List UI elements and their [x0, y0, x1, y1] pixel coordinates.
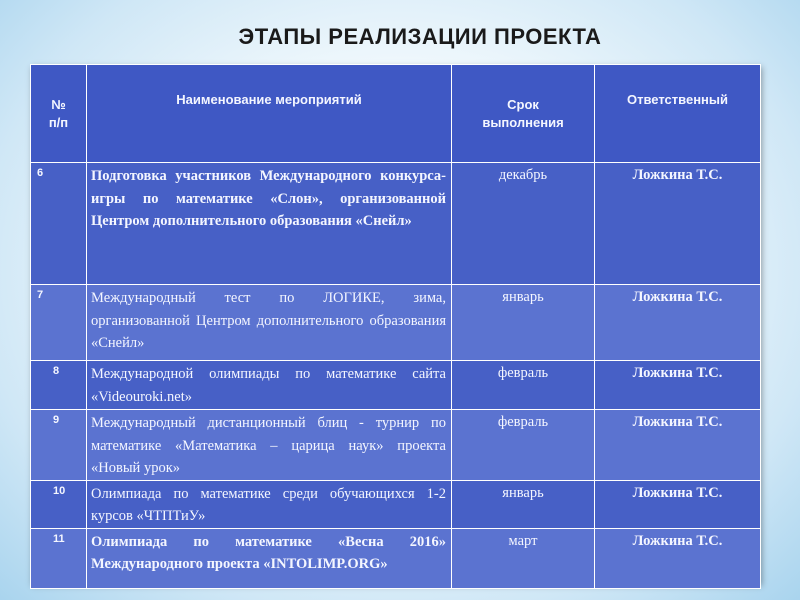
row-responsible: Ложкина Т.С. [595, 361, 761, 410]
row-number: 10 [31, 480, 87, 528]
row-name: Подготовка участников Международного конкурса-игры по математике «Слон», организованной Центром дополнительного образования «Снейл» [87, 163, 452, 285]
header-name: Наименование мероприятий [87, 65, 452, 163]
header-responsible: Ответственный [595, 65, 761, 163]
row-number: 9 [31, 410, 87, 481]
table-row [31, 528, 761, 588]
row-number: 7 [31, 285, 87, 361]
header-term [452, 65, 595, 163]
row-responsible: Ложкина Т.С. [595, 163, 761, 285]
row-number: 8 [31, 361, 87, 410]
table-row [31, 410, 761, 481]
project-stages-table [30, 64, 760, 583]
row-term: февраль [452, 361, 595, 410]
row-term: январь [452, 480, 595, 528]
table-row [31, 285, 761, 361]
header-number-line1: № [51, 96, 66, 112]
table-row [31, 163, 761, 285]
row-name: Международной олимпиады по математике сайта «Videouroki.net» [87, 361, 452, 410]
header-term-line2: выполнения [482, 114, 564, 130]
table-header-row [31, 65, 761, 163]
row-number: 11 [31, 528, 87, 588]
page-title: ЭТАПЫ РЕАЛИЗАЦИИ ПРОЕКТА [238, 24, 602, 49]
row-term: февраль [452, 410, 595, 481]
row-term: январь [452, 285, 595, 361]
row-name: Международный тест по ЛОГИКЕ, зима, организованной Центром дополнительного образования «Снейл» [87, 285, 452, 361]
row-responsible: Ложкина Т.С. [595, 480, 761, 528]
table-row [31, 480, 761, 528]
header-number [31, 65, 87, 163]
row-name: Олимпиада по математике «Весна 2016» Международного проекта «INTOLIMP.ORG» [87, 528, 452, 588]
row-responsible: Ложкина Т.С. [595, 285, 761, 361]
row-responsible: Ложкина Т.С. [595, 410, 761, 481]
table-row [31, 361, 761, 410]
row-term: март [452, 528, 595, 588]
row-name: Олимпиада по математике среди обучающихся 1-2 курсов «ЧТПТиУ» [87, 480, 452, 528]
row-name: Международный дистанционный блиц - турнир по математике «Математика – царица наук» проекта «Новый урок» [87, 410, 452, 481]
row-number: 6 [31, 163, 87, 285]
header-term-line1: Срок [507, 96, 539, 112]
row-responsible: Ложкина Т.С. [595, 528, 761, 588]
header-number-line2: п/п [48, 114, 69, 130]
row-term: декабрь [452, 163, 595, 285]
